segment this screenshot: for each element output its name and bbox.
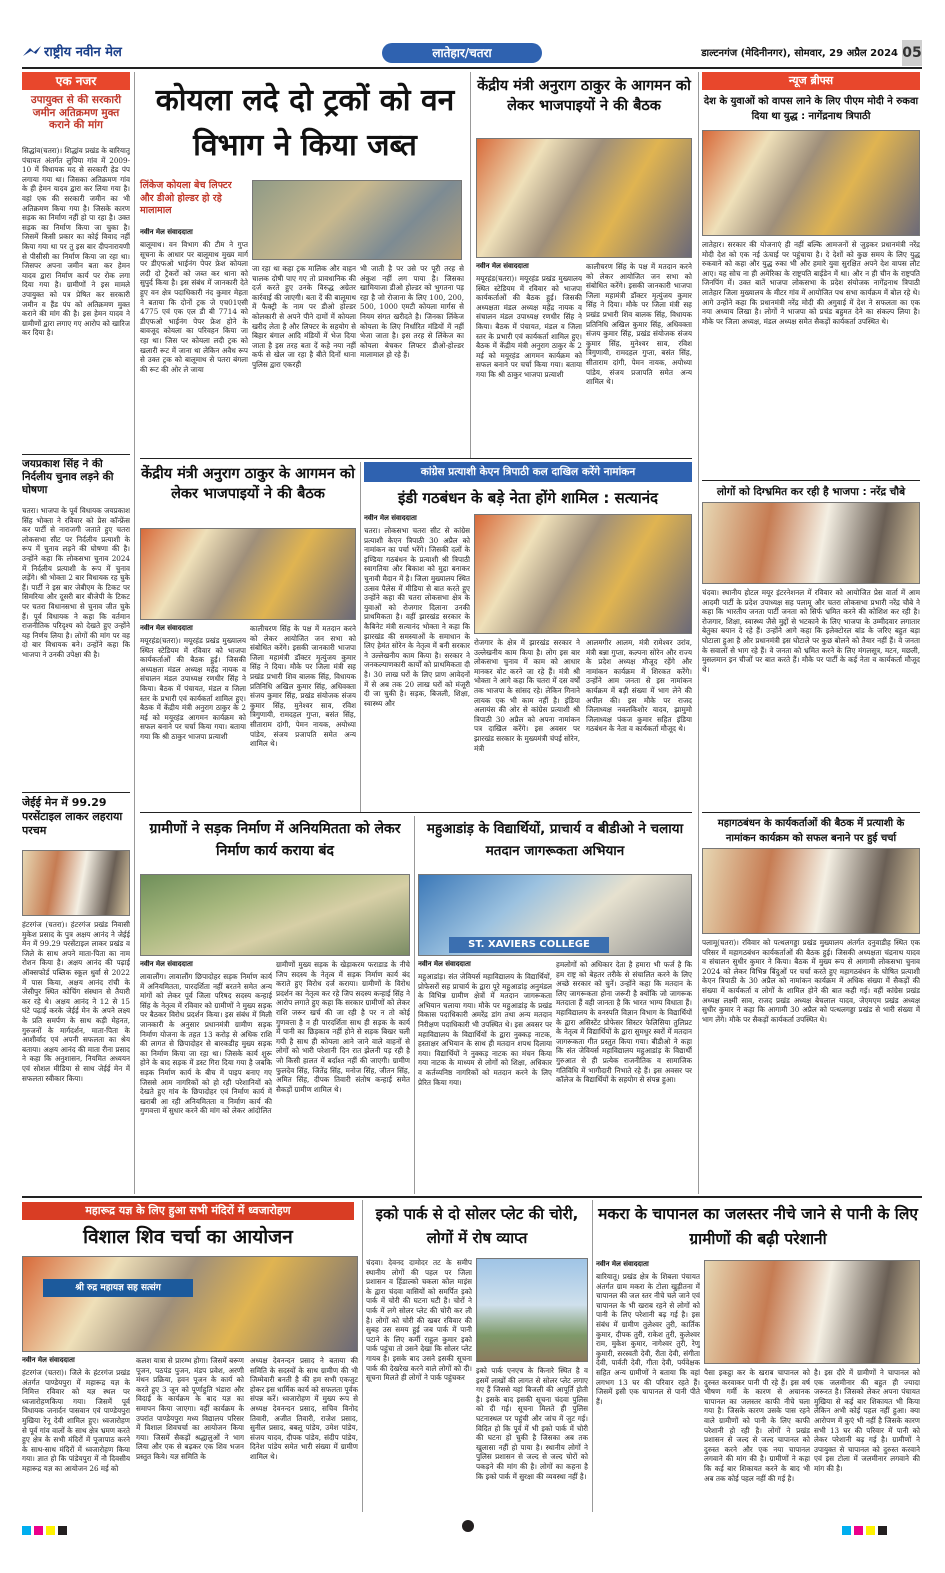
makra-body-col3: है। इस दौरे में ग्रामीणों ने चापानल को एक जलमीनार की बहुत ही ज्यादा जरूरत है। जिसको लेकर अपना पंचायत मुखिया से कई बार शिकायत भी किया लेकिन अभी कोई पहल नहीं हुआ। क्या आरोपण में कुएं भी नहीं है जिसके कारण सभी 13 घर की परिवार में पानी को लेकर परेशानी बढ़ गई है। ग्रामीणों ने उपायुक्त से चापानल को दुरुस्त करवाने एवं इस टोला में जलमीनार लगवाने की मांग की है। <box>814 1368 920 1473</box>
registration-marks-left <box>22 1520 102 1532</box>
makra-left-rule <box>592 1200 593 1512</box>
solar-headline: इको पार्क से दो सोलर प्लेट की चोरी, लोगों में रोष व्याप्त <box>375 1205 579 1247</box>
bottom-section-rule <box>22 1196 922 1198</box>
left-divider-2 <box>22 792 130 793</box>
coal-trucks-photo <box>252 180 462 260</box>
voting-body-col1: महुआडांड़। संत जेवियर्स महाविद्यालय के विद्यार्थियों, प्रोफेसरों सह प्राचार्य के द्वारा पूरे महुआडांड़ अनुमंडल के विभिन्न ग्रामीण क्षेत्रों में मतदान जागरूकता अभियान चलाया गया। मौके पर महुआडांड़ के प्रखंड विकास पदाधिकारी अमरेंद्र डांग तथा अन्य मतदान निरीक्षण पदाधिकारी भी उपस्थित थे। इस अवसर पर महाविद्यालय के विद्यार्थियों के द्वारा नुक्कड़ नाटक, हस्ताक्षर अभियान के साथ ही मतदान शपथ दिलाया गया। विद्यार्थियों ने नुक्कड़ नाटक का मंचन किया गया नाटक के माध्यम से लोगों को शिक्षा, अधिकार व कर्तव्यनिष्ठ नागरिकों को मतदान करने के लिए प्रेरित किया गया। <box>418 972 552 1087</box>
right-story2-title: लोगों को दिग्भ्रमित कर रही है भाजपा : नरेंद्र चौबे <box>716 486 906 498</box>
coal-body-col1: बालूमाथ। वन विभाग की टीम ने गुप्त सूचना के आधार पर बालूमाथ मुख्य मार्ग पर डीएफओ भाईनंग पेपर फ्रेश कोयला लदी दो ट्रैकरों को जब्त कर थाना को सुपुर्द किया है। इस संबंध में जानकारी देते हुए वन क्षेत्र पदाधिकारी नंद कुमार मेहता ने बताया कि दोनों ट्रक जे एच01एसी 4775 एवं एक एल डी बी 7714 को डीएफओ भाईनंग पेपर फ्रेश होने के बावजूद कोयला का परिवहन किया जा रहा था। जिस पर कोयला लदी ट्रक को खलारी रूट में जाना था लेकिन अवैध रूप से उक्त ट्रक को बालूमाथ से पतरा बंगला की रूट की ओर ले जाया <box>140 240 248 374</box>
right-divider-2 <box>702 812 920 813</box>
right-story3-body: पलामू(चतरा)। रविवार को पत्थलगड्डा प्रखंड मुख्यालय अंतर्गत दनुवाडीह स्थित एक परिसर में महागठबंधन कार्यकर्ताओं की बैठक हुई। जिसकी अध्यक्षता चंद्रनाथ यादव व संचालन सुधीर कुमार ने किया। बैठक में मुख्य रूप से आगामी लोकसभा चुनाव 2024 को लेकर विभिन्न बिंदुओं पर चर्चा करते हुए महागठबंधन के घोषित प्रत्याशी केएन त्रिपाठी के 30 अप्रैल को नामांकन कार्यक्रम में अधिक संख्या में सैकड़ों की संख्या में कार्यकर्ता व लोगों के शामिल होने की बात कही गई। वहीं कांग्रेस प्रखंड अध्यक्ष लक्ष्मी साव, राजद प्रखंड अध्यक्ष बेचलाल यादव, जेएमएम प्रखंड अध्यक्ष सुधीर कुमार ने कहा कि आगामी 30 अप्रैल को पत्थलगड्डा प्रखंड से भारी संख्या में भाग लेंगे। मौके पर सैकड़ों कार्यकर्ता उपस्थित थे। <box>702 938 920 1024</box>
shiv-body-col3: अध्यक्ष देवनन्दन प्रसाद ने बताया की समिति के सदस्यों के साथ ग्रामीण की भी जिम्मेवारी बनती है की हम सभी एकजुट होकर इस धार्मिक कार्य को सफलता पूर्वक संपन्न करें। ध्वजारोहण में मुख्य रूप से अध्यक्ष देवनन्दन प्रसाद, सचिव विनोद तिवारी, अजीत तिवारी, राजेश प्रसाद, सुनील प्रसाद, बबलू पांडेय, उमेश पांडेय, संजय यादव, दीपक पांडेय, संदीप पांडेय, दिनेश पांडेय समेत भारी संख्या में ग्रामीण शामिल थे। <box>250 1356 358 1461</box>
mid-divider-2 <box>140 812 692 813</box>
thakur-mid-headline: केंद्रीय मंत्री अनुराग ठाकुर के आगमन को लेकर भाजपाइयों ने की बैठक <box>141 466 355 502</box>
shiv-photo <box>22 1256 358 1352</box>
thakur-top-photo <box>476 138 692 258</box>
registration-swatch <box>854 1526 863 1535</box>
solar-body-col1: चंदवा। देवनद दामोदर तट के समीप स्थानीय लोगों की पहल पर जिला प्रशासन व हिंडाल्को चकला कोल माइंस के द्वारा चंदवा वासियों को समर्पित इको पार्क में चोरी की घटना घटी है। चोरों ने पार्क में लगे सोलर प्लेट की चोरी कर ली है। लोगों को चोरी की खबर रविवार की सुबह उस समय हुई जब पार्क में पानी पटाने के लिए कर्मी राहुल कुमार इको पार्क पहुंचा तो उसने देखा कि सोलर प्लेट गायब है। इसके बाद उसने इसकी सूचना पार्क की देखरेख करने वाले लोगों को दी। सूचना मिलते ही लोगों ने पार्क पहुंचकर <box>366 1258 472 1383</box>
eco-park-photo <box>476 1258 588 1362</box>
thakur-mid-body-col2: कालीचरण सिंह के पक्ष में मतदान करने को लेकर आयोजित जन सभा को संबोधित करेंगे। इसकी जानकारी भाजपा जिला महामंत्री डॉक्टर मृत्युंजय कुमार सिंह ने दिया। मौके पर जिला मंत्री सह प्रखंड प्रभारी शिव बालक सिंह, विधायक प्रतिनिधि अखिल कुमार सिंह, अधिवक्ता संजय कुमार सिंह, प्रखंड संयोजक संजय कुमार सिंह, मुनेश्वर साव, रविश त्रिगुणायी, रामदहल गुप्ता, बसंत सिंह, सीताराम दांगी, पेमन नायक, अयोध्या पांडेय, संजय प्रजापति समेत अन्य शामिल थे। <box>250 624 356 749</box>
congress-byline: नवीन मेल संवाददाता <box>364 514 417 522</box>
voting-byline: नवीन मेल संवाददाता <box>418 960 471 968</box>
thakur-top-byline: नवीन मेल संवाददाता <box>476 262 529 270</box>
registration-swatch <box>34 1526 43 1535</box>
registration-strip <box>22 1520 922 1532</box>
coal-body-col2: जा रहा था कहा ट्रक मालिक और वाहन चालक दोषी पाए गए तो प्रावधानिक की दर्ज करते हुए उनके विरुद्ध अग्रेतर कार्रवाई की जाएगी। बता दें की बालूमाथ में फैक्ट्री के नाम पर डीओ होल्डर कोलकारी से अपने पीने दामों में कोयला खरीद लेता है और लिफ्टर के सहयोग से बिहार बंगाल आदि मंडियों में भेज दिया जाता है इस तरह बता दें कहे नया नहीं कर्फ से खेल जा रहा है बीते दिनों थाना पुलिस द्वारा एकरही <box>252 264 356 369</box>
road-byline: नवीन मेल संवाददाता <box>140 960 193 968</box>
registration-dot-center <box>462 1520 474 1532</box>
right-story1-body: लातेहार। सरकार की योजनाएं ही नहीं बल्कि आमजनों से जुड़कर प्रधानमंत्री नरेंद्र मोदी देश को एक नई ऊंचाई पर पहुंचाया है। दे देशों को कुछ समय के लिए युद्ध रुकवाने को कहा और युद्ध रुका भी और हमारे युवा सुरक्षित अपने देश वापस लौट आए। यह सोच ना ही अमेरिका के राष्ट्रपति बाईडेन में था। और न ही चीन के राष्ट्रपति जिनपिंग में। उक्त बातें भाजपा लोकसभा के प्रदेश संयोजक नागेंद्रनाथ त्रिपाठी लातेहार जिला मुख्यालय के मीटर गांव में आयोजित पथ सभा कार्यक्रम में बोल रहे थे। आगे उन्होंने कहा कि प्रधानमंत्री नरेंद्र मोदी की अगुवाई में देश ने सफलता का एक नया अध्याय लिखा है। लोगों ने भाजपा को प्रचंड बहुमत देने का संकल्प लिया है। मौके पर जिला अध्यक्ष, मंडल अध्यक्ष समेत सैकड़ों कार्यकर्ता उपस्थित थे। <box>702 240 920 326</box>
voting-photo <box>418 874 692 956</box>
paper-logo-icon <box>22 44 42 60</box>
makra-headline: मकरा के चापानल का जलस्तर नीचे जाने से पानी के लिए ग्रामीणों की बढ़ी परेशानी <box>598 1205 918 1248</box>
registration-marks-right <box>842 1520 922 1532</box>
thakur-top-body-col1: मयूरहंड(चतरा)। मयूरहंड प्रखंड मुख्यालय स्थित स्टेडियम में रविवार को भाजपा कार्यकर्ताओं की बैठक हुई। जिसकी अध्यक्षता मंडल अध्यक्ष महेंद्र नायक व संचालन मंडल उपाध्यक्ष रणधीर सिंह ने किया। बैठक में पंचायत, मंडल व जिला स्तर के प्रभारी एवं कार्यकर्ता शामिल हुए। बैठक में केंद्रीय मंत्री अनुराग ठाकुर के 2 मई को मयूरहंड आगमन कार्यक्रम को सफल बनाने पर चर्चा किया गया। बताया गया कि श्री ठाकुर भाजपा प्रत्याशी <box>476 274 582 379</box>
masthead <box>22 40 922 66</box>
registration-swatch <box>58 1526 67 1535</box>
registration-swatch <box>22 1526 31 1535</box>
road-body-col1: लावालौंग। लावालौंग छिपादोहर सड़क निर्माण कार्य में अनियमितता, पारदर्शिता नहीं बरतने समेत अन्य मांगों को लेकर पूर्व जिला परिषद सदस्य कन्हाई सिंह के नेतृत्व में रविवार को ग्रामीणों ने मुख्य सड़क पर बैठकर विरोध प्रदर्शन किया। इस संबंध में मिली जानकारी के अनुसार प्रधानमंत्री ग्रामीण सड़क निर्माण योजना के तहत 13 करोड़ से अधिक राशि की लागत से छिपादोहर से बारकडीह मुख्य सड़क का निर्माण किया जा रहा था। जिसके कार्य शुरू होने के बाद सड़क में डस्ट गिरा दिया गया है जबकि सड़क निर्माण कार्य के बीच में पाइप बनाए गए जिससे आम नागरिकों को हो रही परेशानियों को देखते हुए गांव के छिपादोहर एवं निर्माण कार्य में खराबी आ रही अनियमितता व निर्माण कार्य की गुणवत्ता में सुधार करने की मांग को लेकर आंदोलित <box>140 972 272 1116</box>
left-story1-title: उपायुक्त से की सरकारी जमीन अतिक्रमण मुक्त कराने की मांग <box>30 94 122 131</box>
left-divider-1 <box>22 454 130 455</box>
shiv-byline: नवीन मेल संवाददाता <box>22 1356 75 1364</box>
section-label: लातेहार/चतरा <box>382 43 542 63</box>
paper-name: राष्ट्रीय नवीन मेल <box>44 45 122 60</box>
registration-swatch <box>866 1526 875 1535</box>
college-banner-caption: ST. XAVIERS COLLEGE <box>449 937 609 953</box>
thakur-top-body-col2: कालीचरण सिंह के पक्ष में मतदान करने को लेकर आयोजित जन सभा को संबोधित करेंगे। इसकी जानकारी भाजपा जिला महामंत्री डॉक्टर मृत्युंजय कुमार सिंह ने दिया। मौके पर जिला मंत्री सह प्रखंड प्रभारी शिव बालक सिंह, विधायक प्रतिनिधि अखिल कुमार सिंह, अधिवक्ता संजय कुमार सिंह, प्रखंड संयोजक संजय कुमार सिंह, मुनेश्वर साव, रविश त्रिगुणायी, रामदहल गुप्ता, बसंत सिंह, सीताराम दांगी, पेमन नायक, अयोध्या पांडेय, संजय प्रजापति समेत अन्य शामिल थे। <box>586 262 692 387</box>
left-story1-body: सिद्धांव(चतरा)। शिद्धांव प्रखंड के बारियातू पंचायत अंतर्गत लुपिया गांव में 2009-10 में विधायक मद से सरकारी हेड पंप लगाया गया था। जिसका अतिक्रमण गांव के ही हेमन यादव द्वारा कर लिया गया है। वहां एक की सरकारी जमीन का भी अतिक्रमण किया गया है। जिसके कारण सड़क का निर्माण नहीं हो पा रहा है। उक्त सड़क का निर्माण किया जा चुका है। जिसमें किसी प्रकार का कोई विवाद नहीं किया गया था पर तु इस बार दीपनारायणी से पीसीसी का निर्माण किया जा रहा था। जिसपर अपना जमीन बता कर हेमन यादव द्वारा निर्माण कार्य पर रोक लगा दिया गया है। ग्रामीणों ने इस मामले उपायुक्त को पत्र प्रेषित कर सरकारी जमीन व हैंड पंप को अतिक्रमण मुक्त कराने की मांग की है। इस हेमन यादव ने ग्रामीणों द्वारा लगाए गए आरोप को खारिज कर दिया है। <box>22 146 130 338</box>
left-column-rule <box>134 72 135 1194</box>
solar-body-col2: इको पार्क एनएच के किनारे स्थित है व इसमें लाखों की लागत से सोलर प्लेट लगाए गए हैं जिससे यहां बिजली की आपूर्ति होती है। इसके बाद इसकी सूचना चंदवा पुलिस को दी गई। सूचना मिलते ही पुलिस घटनास्थल पर पहुंची और जांच में जुट गई। विदित हो कि पूर्व में भी इको पार्क में चोरी की घटना हो चुकी है जिसका अब तक खुलासा नहीं हो पाया है। स्थानीय लोगों ने पुलिस प्रशासन से जल्द से जल्द चोरों को पकड़ने की मांग की है। लोगों का कहना है कि इको पार्क में सुरक्षा की व्यवस्था नहीं है। <box>476 1366 588 1481</box>
right-story1-title: देश के युवाओं को वापस लाने के लिए पीएम मोदी ने रुकवा दिया था युद्ध : नागेंद्रनाथ त्रिपाठी <box>703 96 919 122</box>
registration-swatch <box>878 1526 887 1535</box>
right-column-rule <box>698 72 699 1194</box>
left-story2-body: चतरा। भाजपा के पूर्व विधायक जयप्रकाश सिंह भोक्ता ने रविवार को प्रेस कॉन्फ्रेंस कर पार्टी से नाराजगी जताते हुए चतरा लोकसभा सीट पर निर्दलीय प्रत्याशी के रूप में चुनाव लड़ने की घोषणा की है। उन्होंने कहा कि लोकसभा चुनाव 2024 में निर्दलीय प्रत्याशी के रूप में चुनाव लड़ेंगे। श्री भोक्ता 2 बार विधायक रह चुके हैं। पार्टी ने इस बार जेबीएम के टिकट पर सिमरिया और दूसरी बार बीजेपी के टिकट पर चतरा विधानसभा से चुनाव जीत चुके हैं। पूर्व विधायक ने कहा कि वर्तमान राजनीतिक परिदृश्य को देखते हुए उन्होंने यह निर्णय लिया है। लोगों की मांग पर वह दो बार विधायक बने। उन्होंने कहा कि भाजपा ने उनकी उपेक्षा की है। <box>22 506 130 659</box>
right-story3-title: महागठबंधन के कार्यकर्ताओं की बैठक में प्रत्याशी के नामांकन कार्यक्रम को सफल बनाने पर हुई चर्चा <box>717 818 905 844</box>
congress-left-rule <box>360 462 361 812</box>
coal-subhead: लिंकेज कोयला बेच लिफ्टर और डीओ होल्डर हो रहे मालामाल <box>140 180 232 216</box>
congress-headline: इंडी गठबंधन के बड़े नेता होंगे शामिल : सत्यानंद <box>398 489 658 507</box>
shiv-headline: विशाल शिव चर्चा का आयोजन <box>83 1226 293 1248</box>
thakur-mid-photo <box>140 528 356 620</box>
dateline: डाल्टनगंज (मेदिनीनगर), सोमवार, 29 अप्रैल 2024 <box>701 48 898 59</box>
congress-banner: कांग्रेस प्रत्याशी केएन त्रिपाठी कल दाखिल करेंगे नामांकन <box>364 462 692 482</box>
mid-divider-1 <box>140 458 692 459</box>
thakur-mid-body-col1: मयूरहंड(चतरा)। मयूरहंड प्रखंड मुख्यालय स्थित स्टेडियम में रविवार को भाजपा कार्यकर्ताओं की बैठक हुई। जिसकी अध्यक्षता मंडल अध्यक्ष महेंद्र नायक व संचालन मंडल उपाध्यक्ष रणधीर सिंह ने किया। बैठक में पंचायत, मंडल व जिला स्तर के प्रभारी एवं कार्यकर्ता शामिल हुए। बैठक में केंद्रीय मंत्री अनुराग ठाकुर के 2 मई को मयूरहंड आगमन कार्यक्रम को सफल बनाने पर चर्चा किया गया। बताया गया कि श्री ठाकुर भाजपा प्रत्याशी <box>140 636 246 741</box>
thakur-top-headline: केंद्रीय मंत्री अनुराग ठाकुर के आगमन को लेकर भाजपाइयों ने की बैठक <box>477 78 691 114</box>
page-number: 05 <box>902 40 922 66</box>
registration-swatch <box>46 1526 55 1535</box>
voting-left-rule <box>414 816 415 1194</box>
left-section-title: एक नजर <box>22 72 130 90</box>
masthead-rule <box>22 67 922 69</box>
congress-body-col3: आलमगीर आलम, मंत्री रामेश्वर उरांव, मंत्री बन्ना गुप्ता, कल्पना सोरेन और राज्य के प्रदेश अध्यक्ष मौजूद रहेंगे और नामांकन कार्यक्रम में शिरकत करेंगे। उन्होंने आम जनता से इस नामांकन कार्यक्रम में बड़ी संख्या में भाग लेने की अपील की। इस मौके पर राजद जिलाध्यक्ष नवलकिशोर यादव, झामुमो जिलाध्यक्ष पंकज कुमार सहित इंडिया गठबंधन के नेता व कार्यकर्ता मौजूद थे। <box>586 638 692 734</box>
right-story2-body: चंदवा। स्थानीय होटल मयूर इंटरनेशनल में रविवार को आयोजित प्रेस वार्ता में आम आदमी पार्टी के प्रदेश उपाध्यक्ष सह पलामू और चतरा लोकसभा प्रभारी नरेंद्र चौबे ने कहा कि भारतीय जनता पार्टी जनता को सिर्फ भ्रमित करने की कोशिश कर रही है। रोजगार, शिक्षा, स्वास्थ्य जैसे मुद्दों से भटकाने के लिए भाजपा के उम्मीदवार लगातार बेतुका बयान दे रहे हैं। उन्होंने आगे कहा कि इलेक्टोरल बांड के जरिए बहुत बड़ा घोटाला हुआ है और प्रधानमंत्री इस घोटाले पर कुछ बोलने को तैयार नहीं हैं। वे जनता के सवालों से भाग रहे हैं। वे जनता को भ्रमित करने के लिए मंगलसूत्र, मटन, मछली, मुसलमान इन चीजों पर बात करते हैं। मौके पर पार्टी के कई नेता व कार्यकर्ता मौजूद थे। <box>702 588 920 674</box>
makra-villagers-photo <box>704 1260 920 1364</box>
shiv-banner: महारूद्र यज्ञ के लिए हुआ सभी मंदिरों में ध्वजारोहण <box>22 1202 354 1220</box>
coal-byline: नवीन मेल संवाददाता <box>140 228 193 236</box>
shiv-body-col1: हंटरगंज (चतरा)। जिले के हंटरगंज प्रखंड अंतर्गत पाण्डेयपुरा में महारूद्र यज्ञ के निमित्त रविवार को यज्ञ स्थल पर ध्वजारोहणकिया गया। जिसमें पूर्व विधायक जनार्दन पासवान एवं पाण्डेयपुरा मुखिया रेनू देवी शामिल हुए। ध्वजारोहण से पूर्व गांव वालों के साथ क्षेत्र भ्रमण करते हुए क्षेत्र के सभी मंदिरों में पूजापाठ करने के साथ-साथ मंदिरों में ध्वजारोहण किया गया। ज्ञात हो कि पांडेयपुरा में नौ दिवसीय महारूद्र यज्ञ का आयोजन 26 मई को <box>22 1368 130 1473</box>
coal-body-col3: भी जाती है पर उसे पर पूरी तरह से अंकुश नहीं लग पाया है। जिसका खामियाजा डीओ होल्डर को भुगतना पड़ रहा है जो रोजाना के लिए 100, 200, 500, 1000 एमटी कोयला मार्गस से नियम संगत खरीदते है। जिनका लिंकेज कोयला के लिए निर्धारित मंडियों में नहीं भेजा जाता है। इस तरह से लिंकेज का कोयला बेचकर लिफ्टर डीओ-होल्डर मालामाल हो रहे हैं। <box>360 264 464 360</box>
left-story3-body: हंटरगंज (चतरा)। हंटरगंज प्रखंड निवासी मुकेश प्रसाद के पुत्र अक्षय आनंद ने जेईई मेन में 99.29 परसेंटाइल लाकर प्रखंड व जिले के साथ अपने माता-पिता का नाम रोशन किया है। अक्षय आनंद की पढ़ाई ऑक्सफोर्ड पब्लिक स्कूल धुर्वा से 2022 में पास किया, अक्षय आनंद रांची के जेसीपुर स्थित कोचिंग संस्थान से तैयारी कर रहे थे। अक्षय आनंद ने 12 से 15 घंटे पढ़ाई करके जेईई मेन के अपने लक्ष्य के प्रति समर्पण के साथ कड़ी मेहनत, गुरुजनों के मार्गदर्शन, माता-पिता के आशीर्वाद एवं अपनी सफलता का श्रेय बताया। अक्षय आनंद की माता रीना प्रसाद ने कहा कि अनुशासन, नियमित अध्ययन एवं सोशल मीडिया से साथ जेईई मेन में सफलता स्वीकार किया। <box>22 920 130 1083</box>
makra-body-col2: पैसा इकट्ठा कर के खराब चापानल को दुरुस्त करवाकर पानी पी रहे हैं। इस वर्ष भीषण गर्मी के कारण से अचानक चापानल का जलस्तर काफी नीचे चला गया है। जिसके कारण उसके पास रहने वाले ग्रामीणों को पानी के लिए काफी परेशानी हो रही है। लोगों ने प्रखंड प्रशासन से जल्द से जल्द चापानल को दुरुस्त करने और एक नया चापानल लगवाने की मांग की है। ग्रामीणों ने कहा कि कई बार शिकायत करने के बाद भी अब तक कोई पहल नहीं की गई है। <box>704 1368 810 1483</box>
right-story1-photo <box>702 130 920 236</box>
coal-headline: कोयला लदे दो ट्रकों को वन विभाग ने किया जब्त <box>155 83 455 163</box>
congress-body-col1: चतरा। लोकसभा चतरा सीट से कांग्रेस प्रत्याशी केएन त्रिपाठी 30 अप्रैल को नामांकन का पर्चा भरेंगे। जिसकी दलों के इण्डिया गठबंधन के प्रत्याशी श्री त्रिपाठी स्वागतिया और बिकाश को मुद्रा बनाकर चुनावी मैदान में है। जिला मुख्यालय स्थित उत्सव पैलेस में मीडिया से बात करते हुए उन्होंने कहा की चतरा लोकसभा क्षेत्र के युवाओं को रोजगार दिलाना उनकी प्राथमिकता है। वहीं झारखंड सरकार के कैबिनेट मंत्री सत्यानंद भोक्ता ने कहा कि झारखंड की समस्याओं के समाधान के लिए हेमंत सोरेन के नेतृत्व में बनी सरकार ने उल्लेखनीय काम किया है। सरकार ने जनकल्याणकारी कार्यों को प्राथमिकता दी है। 30 लाख घरों के लिए प्राण आवेदनों में से अब तक 20 लाख घरों को मंजूरी दी जा चुकी है। सड़क, बिजली, शिक्षा, स्वास्थ्य और <box>364 526 470 708</box>
voting-headline: महुआडांड़ के विद्यार्थियों, प्राचार्य व बीडीओ ने चलाया मतदान जागरूकता अभियान <box>426 821 684 859</box>
makra-byline: नवीन मेल संवाददाता <box>596 1260 649 1268</box>
road-body-col2: ग्रामीणों मुख्य सड़क के खेड़ाकरम फराडाड के नीचे जिप सदस्य के नेतृत्व में सड़क निर्माण कार्य बंद कराते हुए विरोध दर्ज कराया। ग्रामीणों के विरोध प्रदर्शन का नेतृत्व कर रहे जिप सदस्य कन्हाई सिंह ने आरोप लगाते हुए कहा कि सरकार ग्रामीणों को लेकर राशि जरूर खर्च की जा रही है पर न तो कोई गुणवत्ता है न ही पारदर्शिता साथ ही सड़क के कार्य में पानी का छिड़काव नहीं होने से सड़क बिखर चली गयी है साथ ही कोयला आने जाने वाले वाहनों से लोगों को भारी परेशानी दिन रात झेलनी पड़ रही है जो किसी हालत में बर्दाश्त नहीं की जाएगी। ग्रामीण फुलदेव सिंह, जितेंद्र सिंह, मनोज सिंह, जीतन सिंह, अमित सिंह, दीपक तिवारी संतोष कन्हाई समेत सैकड़ों ग्रामीण शामिल थे। <box>276 960 410 1094</box>
congress-body-col2: रोजगार के क्षेत्र में झारखंड सरकार ने उल्लेखनीय काम किया है। लोग इस बार लोकसभा चुनाव में काम को आधार मानकर वोट करने जा रहे हैं। मंत्री श्री भोक्ता ने आगे कहा कि चतरा में दस वर्षों तक भाजपा के सांसद रहे। लेकिन गिनाने लायक एक भी काम नहीं है। इंडिया अलायंस की ओर से कांग्रेस प्रत्याशी श्री त्रिपाठी 30 अप्रैल को अपना नामांकन पत्र दाखिल करेंगे। इस अवसर पर झारखंड सरकार के मुख्यमंत्री चंपई सोरेन, मंत्री <box>474 638 580 753</box>
road-headline: ग्रामीणों ने सड़क निर्माण में अनियमितता को लेकर निर्माण कार्य कराया बंद <box>149 821 401 859</box>
left-story2-title: जयप्रकाश सिंह ने की निर्दलीय चुनाव लड़ने की घोषणा <box>22 458 114 496</box>
shiv-body-col2: कलश यात्रा से प्रारम्भ होगा। जिसमें बरूण पूजन, पठपंड पुजन, मंडप प्रवेश, अरणी मंथन प्रक्रिया, हवन पूजन के कार्य को करते हुए 3 जून को पूर्णाहुति भंडारा और विदाई के कार्यक्रम के बाद यज्ञ का समापन किया जाएगा। वहीं कार्यक्रम के उपरांत पाण्डेयपुरा मध्य विद्यालय परिसर में विशाल शिवचर्चा का आयोजन किया गया। जिसमें सैकड़ों श्रद्धालुओं ने भाग लिया और एक से बढ़कर एक शिव भजन प्रस्तुत किये। यज्ञ समिति के <box>136 1356 244 1461</box>
yagya-banner-caption: श्री रुद्र महायज्ञ सह सत्संग <box>43 1279 193 1297</box>
solar-left-rule <box>362 1200 363 1512</box>
road-protest-photo <box>140 874 410 956</box>
makra-body-col1: बारियातू। प्रखंड क्षेत्र के शिबला पंचायत अंतर्गत ग्राम मकरा के टोला खुड़ीतना में चापानल की जल स्तर नीचे चले जाने एवं चापानल के भी खराब रहने से लोगों को पानी के लिए परेशानी बढ़ गई है। इस संबंध में ग्रामीण तुलेश्वर तुरी, कार्तिक कुमार, दीपक तुरी, राकेश तुरी, कुलेश्वर राम, मुकेश कुमार, नागेश्वर तुरी, रेणु कुमारी, सरस्वती देवी, रीता देवी, संगीता देवी, पार्वती देवी, गीता देवी, पर्यवेक्षक सहित अन्य ग्रामीणों ने बताया कि वहां लगभग 13 घर की परिवार रहते हैं। जिसमें इसी एक चापानल से पानी पीते हैं। <box>596 1272 700 1406</box>
thakur-mid-byline: नवीन मेल संवाददाता <box>140 624 193 632</box>
student-photo <box>22 850 130 916</box>
right-section-title: न्यूज ब्रीफ्स <box>702 72 920 90</box>
congress-photo <box>474 514 692 634</box>
right-story3-photo <box>702 848 920 934</box>
center-vertical-rule <box>470 72 471 458</box>
voting-body-col2: हमलोगों को अधिकार देता है हमारा भी फर्ज है कि हम राष्ट्र को बेहतर तरीके से संचालित करने के लिए अच्छे सरकार को चुनें। उन्होंने कहा कि मतदान के लिए जागरूकता होना जरूरी है क्योंकि जो जागरूक मतदाता हैं वही जानता है कि भारत भाग्य विधाता हैं। महाविद्यालय के वनस्पति विज्ञान विभाग के विद्यार्थियों के द्वारा असिस्टेंट प्रोफेसर सिस्टर फेलिसिया तुलिप्रट के नेतृत्व में विद्यार्थियों के द्वारा सुमधुर स्वरों में मतदान जागरूकता गीत प्रस्तुत किया गया। बीडीओ ने कहा कि संत जेवियर्स महाविद्यालय महुआडांड़ के विद्यार्थी गुरुआत से ही प्रत्येक राजनीतिक व सामाजिक गतिविधि में भागीदारी निभाते रहे हैं। इस अवसर पर कॉलेज के विद्यार्थियों के सहयोग से संपन्न हुआ। <box>556 960 692 1085</box>
registration-swatch <box>842 1526 851 1535</box>
left-story3-title: जेईई मेन में 99.29 परसेंटाइल लाकर लहराया परचम <box>22 796 123 837</box>
right-story2-photo <box>702 502 920 584</box>
right-divider-1 <box>702 480 920 481</box>
